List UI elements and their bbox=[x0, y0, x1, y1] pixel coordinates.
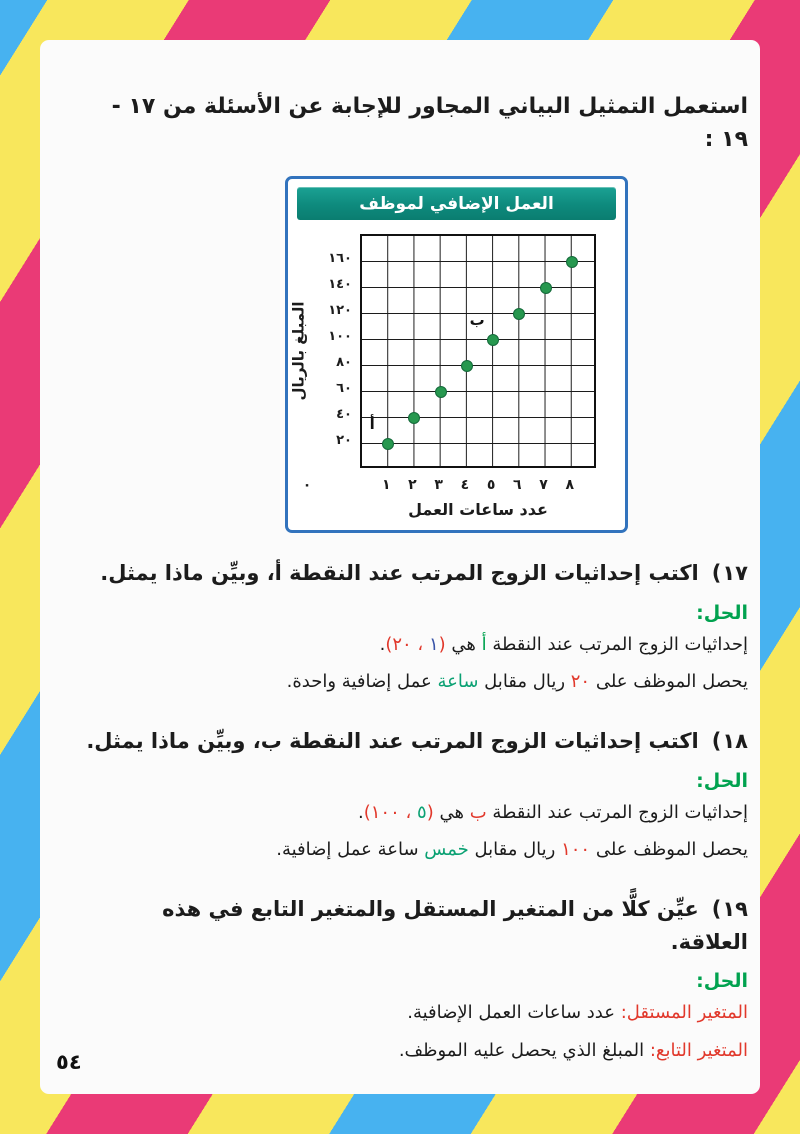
pair-y-value: ١٠٠ bbox=[370, 801, 400, 823]
question-paren: ) bbox=[711, 729, 722, 754]
open-paren: ( bbox=[426, 801, 434, 823]
dependent-variable-label: المتغير التابع: bbox=[649, 1040, 748, 1062]
x-tick-label: ٠ bbox=[302, 477, 312, 493]
question-paren: ) bbox=[711, 561, 722, 585]
data-point bbox=[540, 282, 552, 294]
question-18-line bbox=[80, 725, 748, 758]
question-number: ١٧ bbox=[722, 561, 748, 585]
data-point bbox=[487, 334, 499, 346]
question-number: ١٩ bbox=[722, 897, 748, 922]
question-19 bbox=[80, 893, 748, 1070]
data-point bbox=[435, 386, 447, 398]
overtime-chart bbox=[285, 176, 628, 533]
page-number: ٥٤ bbox=[56, 1050, 82, 1074]
y-tick-label: ٦٠ bbox=[336, 381, 352, 396]
x-tick-label: ٢ bbox=[408, 477, 417, 493]
chart-x-ticks bbox=[302, 475, 596, 495]
chart-y-ticks bbox=[314, 234, 356, 468]
independent-variable-label: المتغير المستقل: bbox=[620, 1002, 748, 1024]
point-label: ب bbox=[469, 311, 485, 329]
pair-separator: ، bbox=[399, 801, 418, 823]
question-19-line bbox=[80, 893, 748, 958]
plain-text: ريال مقابل bbox=[478, 671, 571, 693]
question-text: اكتب إحداثيات الزوج المرتب عند النقطة ب، وبيِّن ماذا يمثل. bbox=[86, 729, 699, 754]
point-a-ref: أ bbox=[481, 633, 487, 655]
question-17-line bbox=[80, 557, 748, 590]
solution-line bbox=[80, 994, 748, 1032]
x-tick-label: ٣ bbox=[434, 477, 443, 493]
x-tick-label: ٦ bbox=[513, 477, 522, 493]
highlight-word: خمس bbox=[424, 839, 469, 861]
solution-line bbox=[80, 663, 748, 701]
solution-line bbox=[80, 794, 748, 832]
x-tick-label: ١ bbox=[381, 477, 391, 493]
pair-y-value: ٢٠ bbox=[392, 633, 412, 655]
close-paren: ) bbox=[385, 633, 393, 655]
y-tick-label: ١٠٠ bbox=[328, 329, 352, 344]
solution-line bbox=[80, 831, 748, 869]
question-17 bbox=[80, 557, 748, 701]
data-point bbox=[513, 308, 525, 320]
chart-plot-grid bbox=[360, 234, 596, 468]
amount-value: ١٠٠ bbox=[561, 839, 591, 861]
question-number: ١٨ bbox=[722, 729, 748, 754]
plain-text: إحداثيات الزوج المرتب عند النقطة bbox=[486, 801, 748, 823]
y-tick-label: ١٦٠ bbox=[328, 251, 352, 266]
pair-separator: ، bbox=[411, 633, 429, 655]
solution-line bbox=[80, 626, 748, 664]
pair-x-value: ٥ bbox=[417, 801, 427, 823]
solution-label: الحل: bbox=[696, 601, 748, 624]
y-tick-label: ٨٠ bbox=[336, 355, 352, 370]
question-paren: ) bbox=[711, 897, 722, 922]
plain-text: هي bbox=[445, 633, 482, 655]
intro-text: استعمل التمثيل البياني المجاور للإجابة عن الأسئلة من ١٧ - ١٩ : bbox=[111, 94, 748, 152]
plain-text: يحصل الموظف على bbox=[590, 839, 748, 861]
plain-text: ساعة عمل إضافية. bbox=[276, 839, 425, 861]
plain-text: هي bbox=[433, 801, 470, 823]
data-point bbox=[566, 256, 578, 268]
plain-text: . bbox=[379, 633, 386, 655]
content-card bbox=[40, 40, 760, 1094]
x-tick-label: ٥ bbox=[486, 477, 496, 493]
plain-text: إحداثيات الزوج المرتب عند النقطة bbox=[486, 633, 748, 655]
y-tick-label: ١٤٠ bbox=[328, 277, 352, 292]
plain-text: عدد ساعات العمل الإضافية. bbox=[407, 1002, 621, 1024]
point-b-ref: ب bbox=[469, 801, 487, 823]
highlight-word: ساعة bbox=[437, 671, 479, 693]
question-18 bbox=[80, 725, 748, 869]
plain-text: عمل إضافية واحدة. bbox=[286, 671, 438, 693]
open-paren: ( bbox=[438, 633, 446, 655]
chart-title: العمل الإضافي لموظف bbox=[297, 187, 616, 220]
chart-x-axis-title: عدد ساعات العمل bbox=[408, 500, 548, 519]
solution-label: الحل: bbox=[696, 769, 748, 792]
x-tick-label: ٨ bbox=[565, 477, 575, 493]
question-text: اكتب إحداثيات الزوج المرتب عند النقطة أ، وبيِّن ماذا يمثل. bbox=[100, 561, 699, 585]
point-label: أ bbox=[369, 415, 375, 433]
plain-text: . bbox=[357, 801, 364, 823]
content-body bbox=[40, 40, 760, 1070]
data-point bbox=[408, 412, 420, 424]
solution-label: الحل: bbox=[696, 970, 748, 993]
x-tick-label: ٤ bbox=[460, 477, 470, 493]
question-text: عيِّن كلًّا من المتغير المستقل والمتغير التابع في هذه العلاقة. bbox=[162, 897, 748, 954]
chart-y-axis-title: المبلغ بالريال bbox=[290, 301, 308, 401]
pair-x-value: ١ bbox=[428, 633, 439, 655]
solution-line bbox=[80, 1032, 748, 1070]
plain-text: المبلغ الذي يحصل عليه الموظف. bbox=[398, 1040, 650, 1062]
data-point bbox=[461, 360, 473, 372]
data-point bbox=[382, 438, 394, 450]
y-tick-label: ٤٠ bbox=[336, 407, 352, 422]
close-paren: ) bbox=[363, 801, 371, 823]
x-tick-label: ٧ bbox=[539, 477, 548, 493]
y-tick-label: ١٢٠ bbox=[328, 303, 352, 318]
y-tick-label: ٢٠ bbox=[336, 433, 352, 448]
amount-value: ٢٠ bbox=[570, 671, 591, 693]
plain-text: يحصل الموظف على bbox=[590, 671, 748, 693]
plain-text: ريال مقابل bbox=[468, 839, 562, 861]
